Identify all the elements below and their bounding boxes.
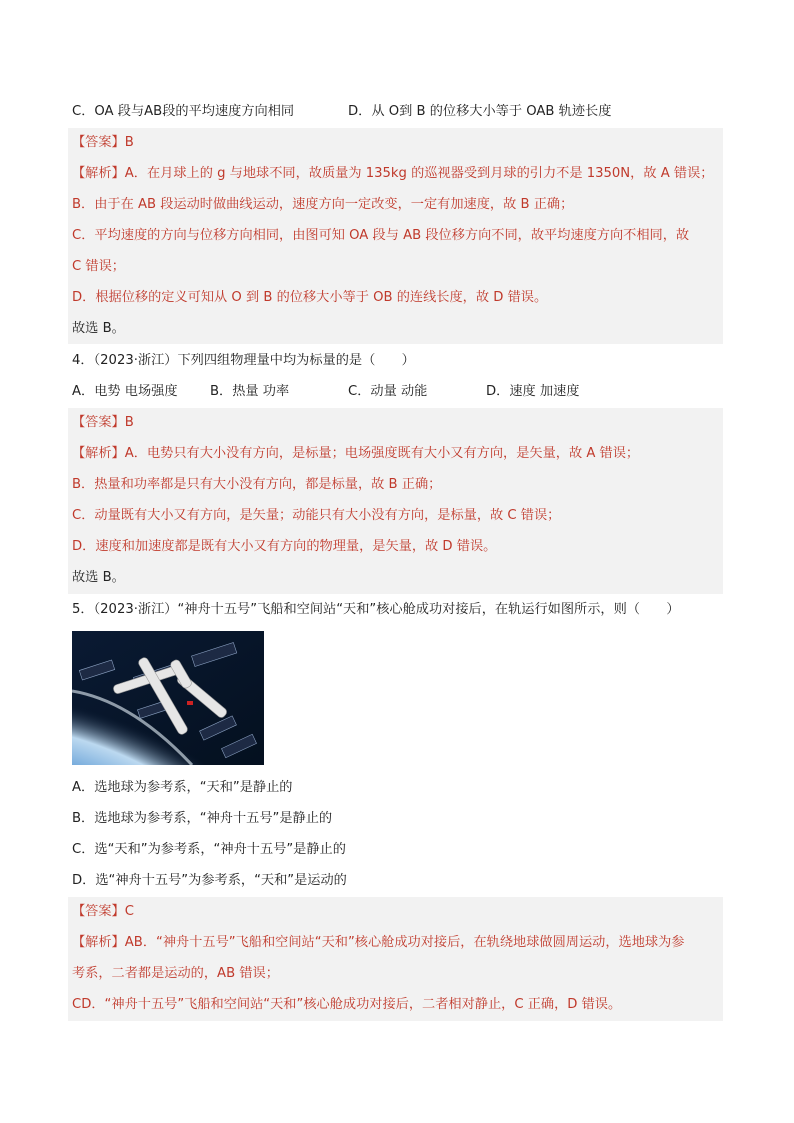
q4-analysis-line: D．速度和加速度都是既有大小又有方向的物理量，是矢量，故 D 错误。 [72,539,497,554]
space-station-image [72,631,264,765]
q5-analysis-line: 考系，二者都是运动的，AB 错误； [72,966,279,981]
q5-option-a: A．选地球为参考系，“天和”是静止的 [72,780,293,795]
q4-answer-block [68,408,723,594]
q3-analysis-line: C．平均速度的方向与位移方向相同，由图可知 OA 段与 AB 段位移方向不同，故平均速度方向不相同，故 [72,228,690,243]
q5-analysis-line: CD．“神舟十五号”飞船和空间站“天和”核心舱成功对接后，二者相对静止，C 正确，D 错误。 [72,997,622,1012]
q3-analysis-line: B．由于在 AB 段运动时做曲线运动，速度方向一定改变，一定有加速度，故 B 正确； [72,197,574,212]
q3-analysis-line: C 错误； [72,259,125,274]
q4-analysis-line: B．热量和功率都是只有大小没有方向，都是标量，故 B 正确； [72,477,442,492]
q4-stem: 4．（2023·浙江）下列四组物理量中均为标量的是（ ） [72,353,415,368]
q5-stem: 5．（2023·浙江）“神舟十五号”飞船和空间站“天和”核心舱成功对接后，在轨运行如图所示，则（ ） [72,602,680,617]
q4-option-c: C．动量 动能 [348,384,428,399]
q4-analysis-line: C．动量既有大小又有方向，是矢量；动能只有大小没有方向，是标量，故 C 错误； [72,508,561,523]
q4-option-b: B．热量 功率 [210,384,290,399]
q3-answer: 【答案】B [72,135,134,150]
q5-analysis-line: 【解析】AB．“神舟十五号”飞船和空间站“天和”核心舱成功对接后，在轨绕地球做圆周运动，选地球为参 [72,935,685,950]
q5-option-c: C．选“天和”为参考系，“神舟十五号”是静止的 [72,842,346,857]
q4-option-d: D．速度 加速度 [486,384,580,399]
q3-analysis-line: 故选 B。 [72,321,125,336]
q3-analysis-line: D．根据位移的定义可知从 O 到 B 的位移大小等于 OB 的连线长度，故 D 错误。 [72,290,548,305]
q5-option-b: B．选地球为参考系，“神舟十五号”是静止的 [72,811,333,826]
q4-option-a: A．电势 电场强度 [72,384,178,399]
q4-analysis-line: 【解析】A．电势只有大小没有方向，是标量；电场强度既有大小又有方向，是矢量，故 A 错误； [72,446,640,461]
q5-answer: 【答案】C [72,904,134,919]
q3-option-d: D．从 O到 B 的位移大小等于 OAB 轨迹长度 [348,104,612,119]
q3-analysis-line: 【解析】A．在月球上的 g 与地球不同，故质量为 135kg 的巡视器受到月球的引力不是 1350N，故 A 错误； [72,166,714,181]
q5-option-d: D．选“神舟十五号”为参考系，“天和”是运动的 [72,873,347,888]
q3-option-c: C．OA 段与AB段的平均速度方向相同 [72,104,295,119]
q4-analysis-line: 故选 B。 [72,570,125,585]
q4-answer: 【答案】B [72,415,134,430]
